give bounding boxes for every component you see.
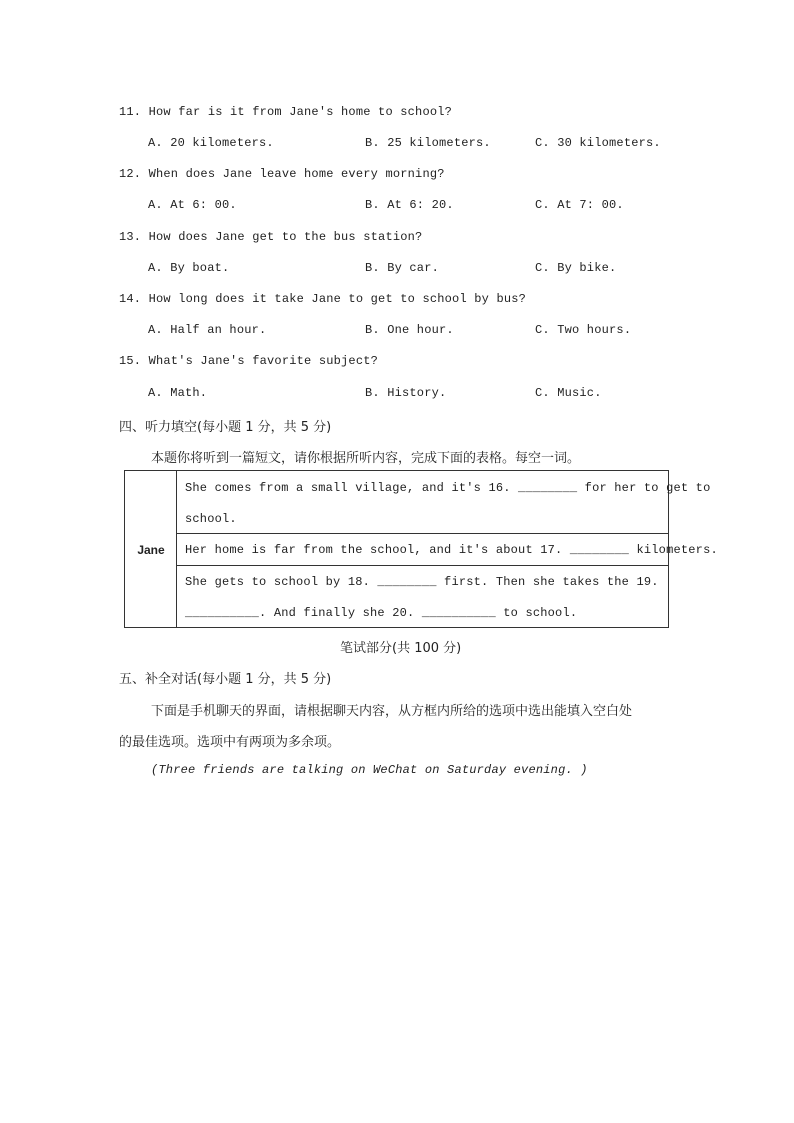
fill-in-table [124, 470, 718, 628]
question-12-option-b: B. At 6: 20. [365, 198, 454, 212]
table-row-1-line-1: She comes from a small village, and it's 16. ________ for her to get to [185, 481, 711, 495]
question-12-option-a: A. At 6: 00. [148, 198, 237, 212]
question-13-option-c: C. By bike. [535, 261, 617, 275]
question-11-option-a: A. 20 kilometers. [148, 136, 274, 150]
question-11-option-c: C. 30 kilometers. [535, 136, 661, 150]
table-row-3-line-2: __________. And finally she 20. __________ to school. [185, 606, 578, 620]
table-row-2-text: Her home is far from the school, and it's about 17. ________ kilometers. [185, 543, 718, 557]
table-row [177, 566, 668, 628]
question-15-option-a: A. Math. [148, 386, 208, 400]
question-13-stem: 13. How does Jane get to the bus station? [119, 230, 423, 244]
question-14-option-c: C. Two hours. [535, 323, 632, 337]
question-15-stem: 15. What's Jane's favorite subject? [119, 354, 379, 368]
section-5-instruction-line-2: 的最佳选项。选项中有两项为多余项。 [119, 735, 341, 750]
section-5-heading: 五、补全对话(每小题 1 分，共 5 分) [119, 672, 332, 687]
table-name-cell [125, 471, 177, 627]
table-row [177, 471, 711, 534]
question-15-option-c: C. Music. [535, 386, 602, 400]
table-row-3-line-1: She gets to school by 18. ________ first. Then she takes the 19. [185, 575, 659, 589]
question-14-option-a: A. Half an hour. [148, 323, 267, 337]
section-5-scene-description: (Three friends are talking on WeChat on Saturday evening. ) [151, 763, 588, 777]
table-row-1-line-2: school. [185, 512, 237, 526]
table-row [177, 534, 718, 566]
question-14-option-b: B. One hour. [365, 323, 454, 337]
question-14-stem: 14. How long does it take Jane to get to school by bus? [119, 292, 527, 306]
section-4-instruction: 本题你将听到一篇短文，请你根据所听内容，完成下面的表格。每空一词。 [151, 451, 581, 466]
written-part-title: 笔试部分(共 100 分) [340, 641, 462, 656]
question-11-stem: 11. How far is it from Jane's home to school? [119, 105, 453, 119]
question-15-option-b: B. History. [365, 386, 447, 400]
question-12-stem: 12. When does Jane leave home every morning? [119, 167, 445, 181]
question-11-option-b: B. 25 kilometers. [365, 136, 491, 150]
section-5-instruction-line-1: 下面是手机聊天的界面，请根据聊天内容，从方框内所给的选项中选出能填入空白处 [151, 704, 633, 719]
question-12-option-c: C. At 7: 00. [535, 198, 624, 212]
question-13-option-b: B. By car. [365, 261, 440, 275]
section-4-heading: 四、听力填空(每小题 1 分，共 5 分) [119, 420, 332, 435]
question-13-option-a: A. By boat. [148, 261, 230, 275]
table-name-label: Jane [137, 543, 165, 557]
